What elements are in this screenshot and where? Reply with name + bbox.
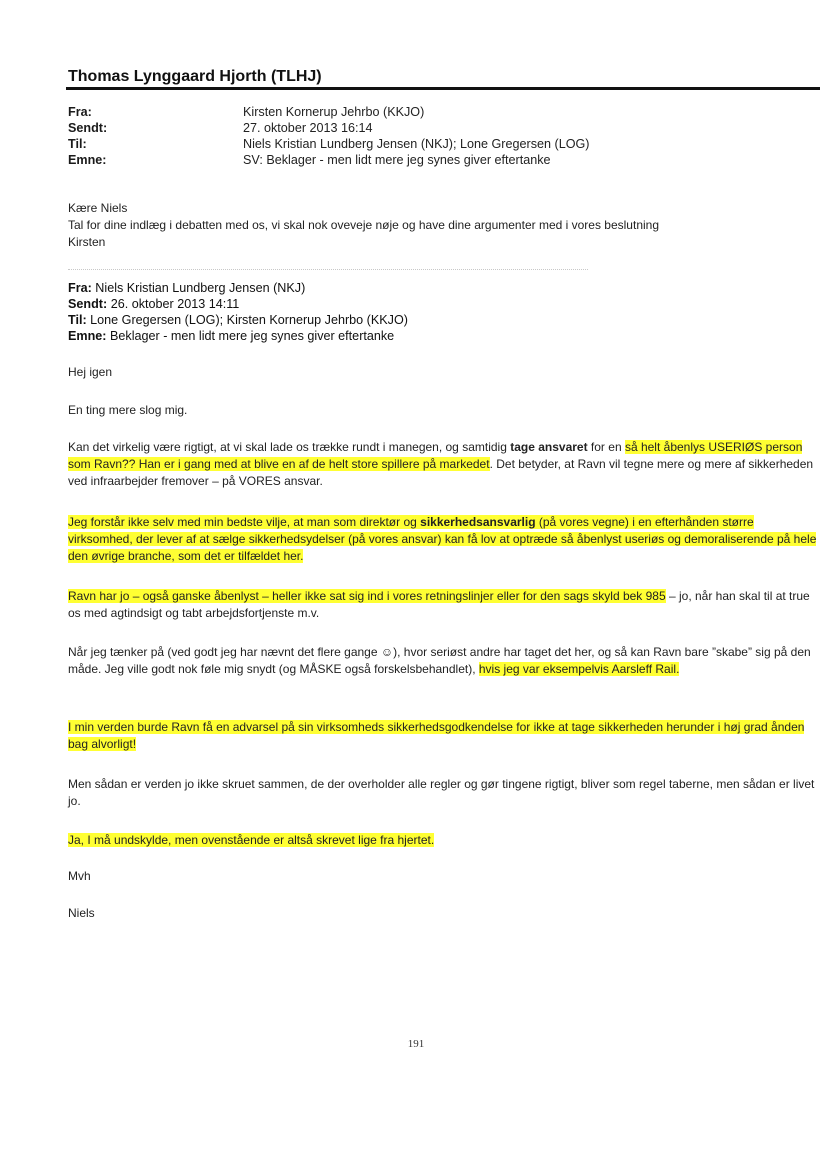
- separator: [68, 269, 588, 270]
- reply-signature: Kirsten: [68, 235, 106, 249]
- paragraph-9: [68, 832, 820, 849]
- email-header-original: [68, 280, 408, 344]
- paragraph-5: [68, 588, 820, 622]
- from-value: Kirsten Kornerup Jehrbo (KKJO): [243, 105, 425, 119]
- p4-text-a: Jeg forstår ikke selv med min bedste vilje, at man som direktør og: [68, 515, 421, 529]
- from-label-2: Fra:: [68, 281, 92, 295]
- sent-value: 27. oktober 2013 16:14: [243, 121, 373, 135]
- to-value: Niels Kristian Lundberg Jensen (NKJ); Lone Gregersen (LOG): [243, 137, 590, 151]
- paragraph-1: Hej igen: [68, 365, 113, 379]
- reply-line: Tal for dine indlæg i debatten med os, vi skal nok oveveje nøje og have dine argumenter med i vores beslutning: [68, 218, 660, 232]
- p3-text-a: Kan det virkelig være rigtigt, at vi skal lade os trække rundt i manegen, og samtidig: [68, 440, 511, 454]
- p4-text-c: (på vores vegne) i en efterhånden større virksomhed, der lever af at sælge sikkerhedsydelser (på vores ansvar) kan få lov at optræde så åbenlyst useriøs og demoraliserende på hele den øvrige branche, som det er tilfældet her.: [68, 515, 817, 563]
- paragraph-7: [68, 719, 820, 753]
- email-header-reply: [68, 104, 590, 168]
- to-value-2: Lone Gregersen (LOG); Kirsten Kornerup Jehrbo (KKJO): [90, 313, 408, 327]
- paragraph-3: [68, 439, 820, 490]
- sent-label-2: Sendt:: [68, 297, 108, 311]
- paragraph-4: [68, 514, 820, 565]
- paragraph-8: Men sådan er verden jo ikke skruet sammen, de der overholder alle regler og gør tingene rigtigt, bliver som regel taberne, men sådan er livet jo.: [68, 777, 815, 808]
- reply-body: [68, 200, 820, 251]
- from-value-2: Niels Kristian Lundberg Jensen (NKJ): [95, 281, 306, 295]
- from-label: Fra:: [68, 105, 92, 119]
- reply-greeting: Kære Niels: [68, 201, 128, 215]
- subject-value-2: Beklager - men lidt mere jeg synes giver eftertanke: [110, 329, 395, 343]
- p6-text-a: Når jeg tænker på (ved godt jeg har nævnt det flere gange ☺), hvor seriøst andre har taget det her, og så kan Ravn bare ”skabe” sig på den måde. Jeg ville godt nok føle mig snydt (og MÅSKE også forskelsbehandlet),: [68, 645, 811, 676]
- title-rule: [66, 87, 820, 90]
- p9-highlight: Ja, I må undskylde, men ovenstående er altså skrevet lige fra hjertet.: [68, 833, 435, 847]
- subject-label: Emne:: [68, 153, 107, 167]
- p7-highlight: I min verden burde Ravn få en advarsel på sin virksomheds sikkerhedsgodkendelse for ikke at tage sikkerheden herunder i høj grad ånden bag alvorligt!: [68, 720, 805, 751]
- paragraph-2: En ting mere slog mig.: [68, 403, 188, 417]
- p3-text-d: . Det betyder, at Ravn vil tegne mere og mere af sikkerheden ved infraarbejder fremover – på VORES ansvar.: [68, 457, 814, 488]
- p5-highlight: Ravn har jo – også ganske åbenlyst – heller ikke sat sig ind i vores retningslinjer eller for den sags skyld bek 985: [68, 589, 666, 603]
- p3-bold: tage ansvaret: [510, 440, 588, 454]
- p4-bold: sikkerhedsansvarlig: [420, 515, 536, 529]
- to-label: Til:: [68, 137, 87, 151]
- p6-highlight: hvis jeg var eksempelvis Aarsleff Rail.: [478, 662, 680, 676]
- sent-value-2: 26. oktober 2013 14:11: [110, 297, 240, 311]
- p3-highlight: så helt åbenlys USERIØS person som Ravn?? Han er i gang med at blive en af de helt store spillere på markedet: [68, 440, 803, 471]
- closing-mvh: Mvh: [68, 869, 91, 883]
- document-title: Thomas Lynggaard Hjorth (TLHJ): [68, 68, 322, 85]
- closing-signature: Niels: [68, 906, 95, 920]
- sent-label: Sendt:: [68, 121, 108, 135]
- subject-label-2: Emne:: [68, 329, 107, 343]
- to-label-2: Til:: [68, 313, 87, 327]
- subject-value: SV: Beklager - men lidt mere jeg synes giver eftertanke: [243, 153, 551, 167]
- paragraph-6: [68, 644, 820, 678]
- p3-text-c: for en: [587, 440, 625, 454]
- page-number: 191: [407, 1038, 425, 1050]
- p5-text-b: – jo, når han skal til at true os med agtindsigt og tabt arbejdsfortjenste m.v.: [68, 589, 810, 620]
